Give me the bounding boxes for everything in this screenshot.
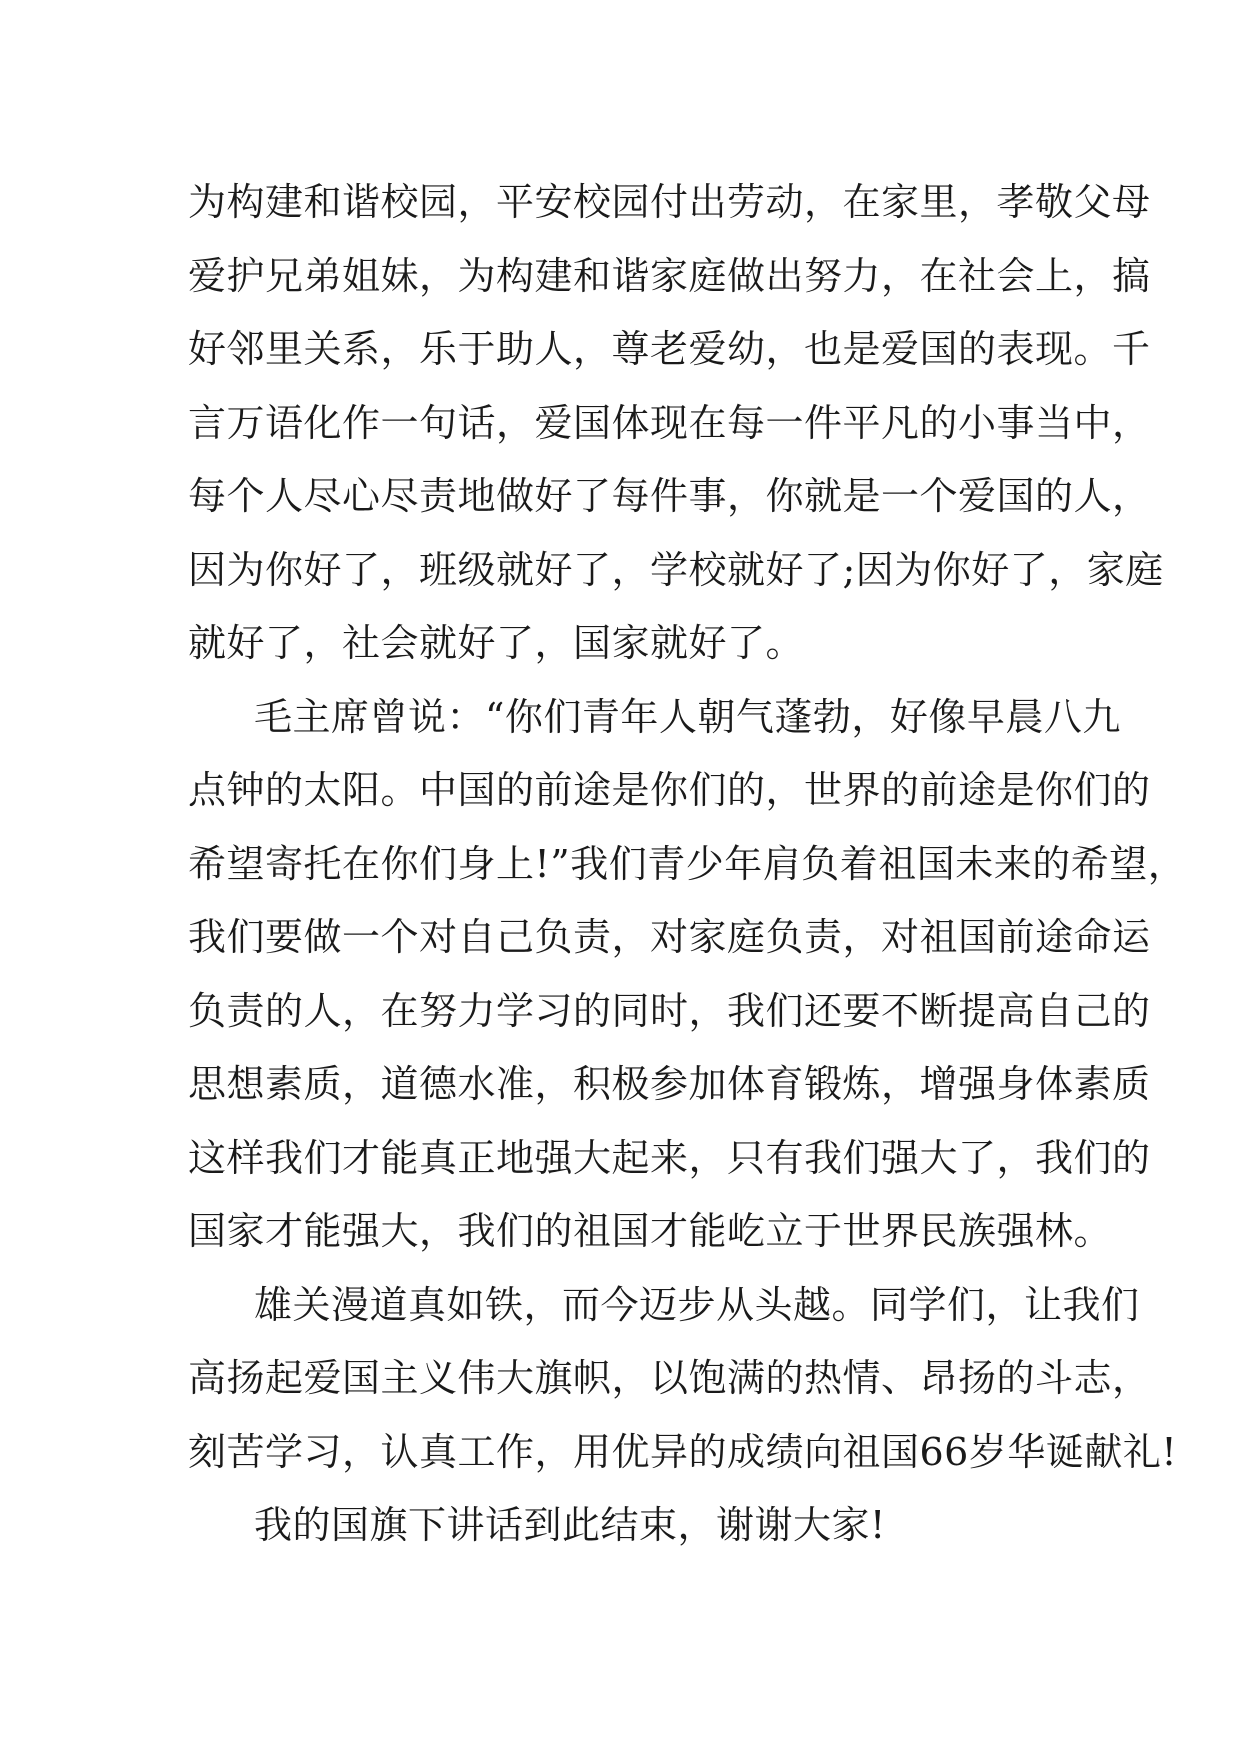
text-line: 高扬起爱国主义伟大旗帜，以饱满的热情、昂扬的斗志， <box>188 1356 1151 1400</box>
text-line: 思想素质，道德水准，积极参加体育锻炼，增强身体素质 <box>188 1062 1151 1106</box>
paragraph-1 <box>188 166 1164 681</box>
text-line: 爱护兄弟姐妹，为构建和谐家庭做出努力，在社会上，搞 <box>188 253 1151 298</box>
text-line: 国家才能强大，我们的祖国才能屹立于世界民族强林。 <box>188 1209 1113 1253</box>
text-line: 点钟的太阳。中国的前途是你们的，世界的前途是你们的 <box>188 768 1151 812</box>
text-line: 每个人尽心尽责地做好了每件事，你就是一个爱国的人， <box>188 474 1151 518</box>
text-line: 因为你好了，班级就好了，学校就好了;因为你好了，家庭 <box>188 547 1164 592</box>
text-line: 负责的人，在努力学习的同时，我们还要不断提高自己的 <box>188 988 1151 1033</box>
paragraph-3 <box>188 1269 1178 1490</box>
text-line: 为构建和谐校园，平安校园付出劳动，在家里，孝敬父母 <box>188 180 1151 224</box>
text-line: 好邻里关系，乐于助人，尊老爱幼，也是爱国的表现。千 <box>188 327 1151 371</box>
text-line: 这样我们才能真正地强大起来，只有我们强大了，我们的 <box>188 1135 1151 1180</box>
text-line: 刻苦学习，认真工作，用优异的成绩向祖国66岁华诞献礼! <box>188 1429 1178 1474</box>
text-line: 就好了，社会就好了，国家就好了。 <box>188 621 805 665</box>
paragraph-4 <box>188 1489 1068 1563</box>
text-line: 我的国旗下讲话到此结束，谢谢大家! <box>254 1503 886 1547</box>
text-line: 希望寄托在你们身上!”我们青少年肩负着祖国未来的希望， <box>188 841 1187 886</box>
text-line: 言万语化作一句话，爱国体现在每一件平凡的小事当中， <box>188 400 1151 445</box>
text-line: 毛主席曾说：“你们青年人朝气蓬勃，好像早晨八九 <box>254 694 1121 739</box>
text-line: 我们要做一个对自己负责，对家庭负责，对祖国前途命运 <box>188 915 1151 959</box>
paragraph-2 <box>188 681 1187 1269</box>
body-text <box>188 166 1187 1563</box>
text-line: 雄关漫道真如铁，而今迈步从头越。同学们，让我们 <box>254 1282 1140 1327</box>
